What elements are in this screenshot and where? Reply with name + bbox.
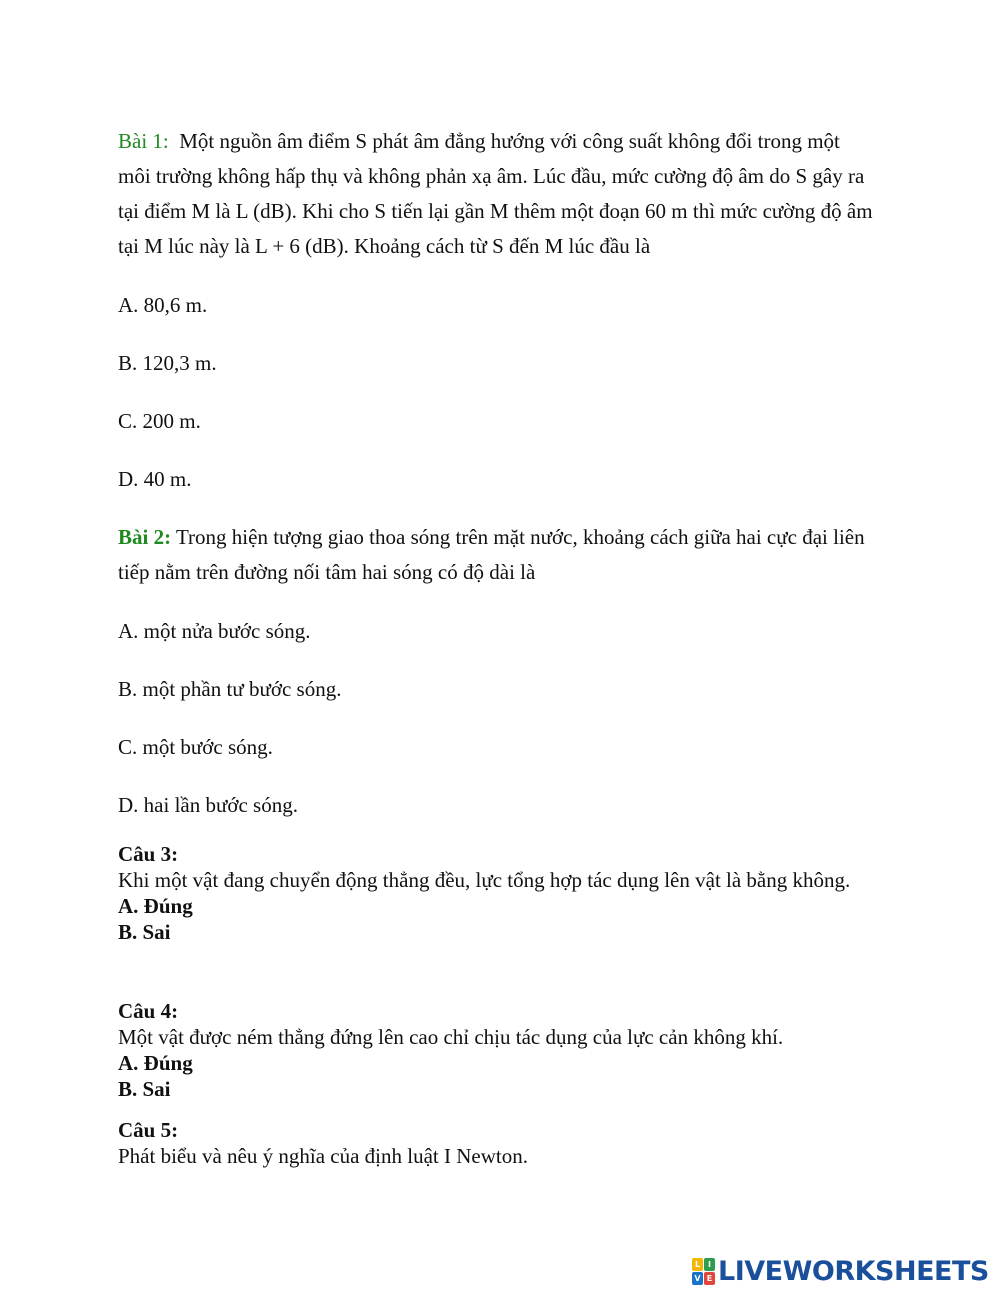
logo-tile-i: I — [704, 1258, 715, 1271]
question-2 — [118, 520, 898, 590]
question-2-option-d[interactable]: D. hai lần bước sóng. — [118, 793, 298, 817]
question-1-label: Bài 1: — [118, 129, 169, 153]
question-2-line-1 — [118, 520, 898, 555]
question-2-option-a[interactable]: A. một nửa bước sóng. — [118, 619, 311, 643]
question-1-option-c[interactable]: C. 200 m. — [118, 409, 201, 433]
question-5-text: Phát biểu và nêu ý nghĩa của định luật I Newton. — [118, 1144, 528, 1168]
question-1-text-1: Một nguồn âm điểm S phát âm đẳng hướng với công suất không đổi trong một — [179, 129, 840, 153]
question-2-option-c[interactable]: C. một bước sóng. — [118, 735, 273, 759]
logo-tile-l: L — [692, 1258, 703, 1271]
question-1-option-d[interactable]: D. 40 m. — [118, 467, 192, 491]
question-1-line-2: môi trường không hấp thụ và không phản xạ âm. Lúc đầu, mức cường độ âm do S gây ra — [118, 164, 865, 188]
question-3-text: Khi một vật đang chuyển động thẳng đều, lực tổng hợp tác dụng lên vật là bằng không. — [118, 868, 851, 892]
liveworksheets-logo-icon — [692, 1258, 714, 1284]
question-3-option-b[interactable]: B. Sai — [118, 920, 171, 944]
question-2-line-2: tiếp nằm trên đường nối tâm hai sóng có độ dài là — [118, 560, 536, 584]
question-2-text-1: Trong hiện tượng giao thoa sóng trên mặt nước, khoảng cách giữa hai cực đại liên — [175, 525, 865, 549]
question-1-option-b[interactable]: B. 120,3 m. — [118, 351, 217, 375]
logo-tile-v: V — [692, 1272, 703, 1285]
liveworksheets-logo — [692, 1254, 989, 1288]
question-4-text: Một vật được ném thẳng đứng lên cao chỉ chịu tác dụng của lực cản không khí. — [118, 1025, 784, 1049]
question-3-option-a[interactable]: A. Đúng — [118, 894, 193, 918]
question-2-option-b[interactable]: B. một phần tư bước sóng. — [118, 677, 342, 701]
question-4-option-b[interactable]: B. Sai — [118, 1077, 171, 1101]
question-2-label: Bài 2: — [118, 525, 172, 549]
question-5-label: Câu 5: — [118, 1118, 179, 1142]
question-4-label: Câu 4: — [118, 999, 179, 1023]
liveworksheets-logo-text: LIVEWORKSHEETS — [718, 1255, 989, 1287]
question-1-line-3: tại điểm M là L (dB). Khi cho S tiến lại gần M thêm một đoạn 60 m thì mức cường độ âm — [118, 199, 873, 223]
question-1-line-1 — [118, 124, 898, 159]
question-1-option-a[interactable]: A. 80,6 m. — [118, 293, 208, 317]
question-3-label: Câu 3: — [118, 842, 179, 866]
question-1 — [118, 124, 898, 264]
logo-tile-e: E — [704, 1272, 715, 1285]
question-1-line-4: tại M lúc này là L + 6 (dB). Khoảng cách từ S đến M lúc đầu là — [118, 234, 651, 258]
question-4-option-a[interactable]: A. Đúng — [118, 1051, 193, 1075]
